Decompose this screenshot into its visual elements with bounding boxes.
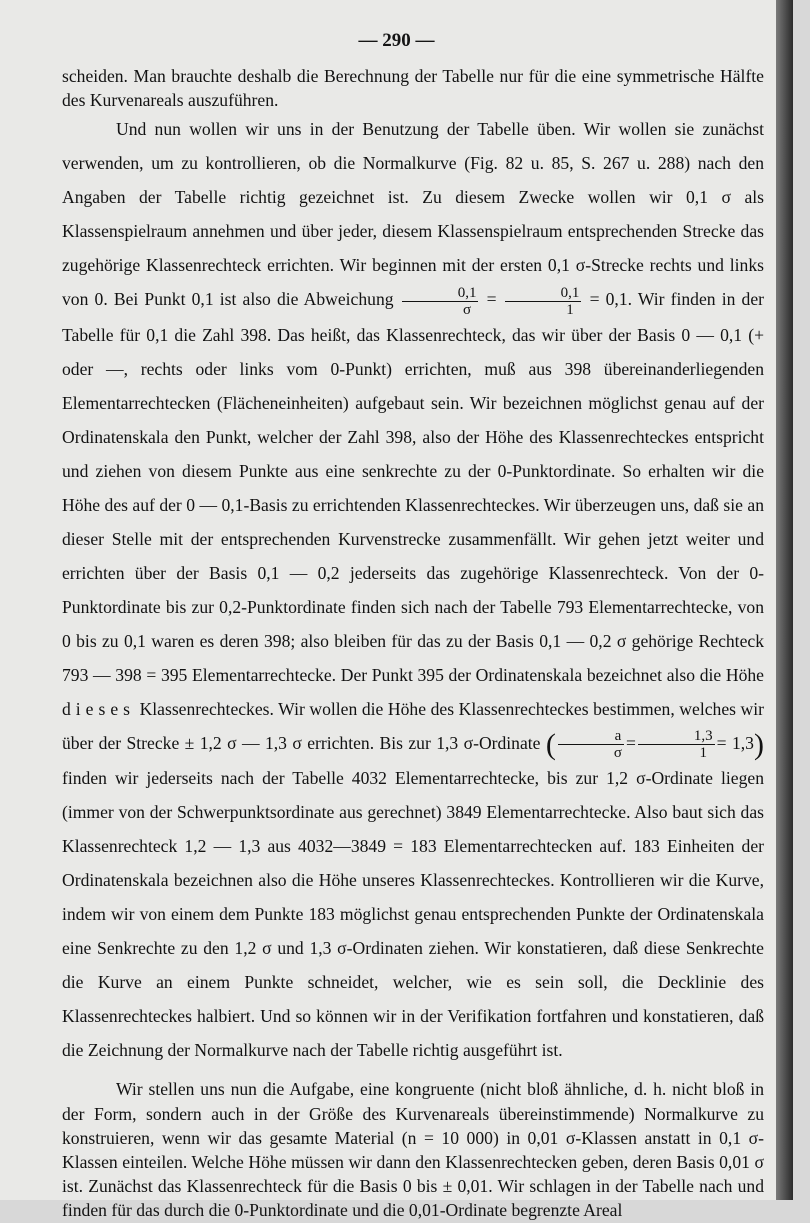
- paragraph-2-part-c: Klassenrechteckes. Wir wollen die Höhe des Klassenrechteckes bestimmen, welches wir über der Strecke ± 1,2 σ — 1,3 σ errichten. Bis zur 1,3 σ-Ordinate: [62, 698, 764, 753]
- fraction-numerator: 1,3: [638, 728, 715, 745]
- paragraph-2-part-b: = 0,1. Wir finden in der Tabelle für 0,1 die Zahl 398. Das heißt, das Klassenrechteck, das wir über der Basis 0 — 0,1 (+ oder —, rechts oder links vom 0-Punkt) errichten, muß aus 398 übereinanderliegenden Elementarrechtecken (Flächeneinheiten) aufgebaut sein. Wir bezeichnen möglichst genau auf der Ordinatenskala den Punkt, welcher der Zahl 398, also der Höhe des Klassenrechteckes entspricht und ziehen von diesem Punkte aus eine senkrechte zu der 0-Punktordinate. So erhalten wir die Höhe des auf der 0 — 0,1-Basis zu errichtenden Klassenrechteckes. Wir überzeugen uns, daß sie an dieser Stelle mit der entsprechenden Kurvenstrecke zusammenfällt. Wir gehen jetzt weiter und errichten über der Basis 0,1 — 0,2 jederseits das zugehörige Klassenrechteck. Von der 0-Punktordinate bis zur 0,2-Punktordinate finden sich nach der Tabelle 793 Elementarrechtecke, von 0 bis zu 0,1 waren es deren 398; also bleiben für das zu der Basis 0,1 — 0,2 σ gehörige Rechteck 793 — 398 = 395 Elementarrechtecke. Der Punkt 395 der Ordinatenskala bezeichnet also die Höhe: [62, 289, 764, 685]
- page-number: — 290 —: [358, 30, 435, 51]
- right-paren: ): [753, 727, 764, 761]
- page-edge-shadow: [776, 0, 793, 1200]
- fraction-denominator: σ: [613, 745, 622, 762]
- paragraph-2-part-a: Und nun wollen wir uns in der Benutzung der Tabelle üben. Wir wollen sie zunächst verwenden, um zu kontrollieren, ob die Normalkurve (Fig. 82 u. 85, S. 267 u. 288) nach den Angaben der Tabelle richtig gezeichnet ist. Zu diesem Zwecke wollen wir 0,1 σ als Klassenspielraum annehmen und über jeder, diesem Klassenspielraum entsprechenden Strecke das zugehörige Klassenrechteck errichten. Wir beginnen mit der ersten 0,1 σ-Strecke rechts und links von 0. Bei Punkt 0,1 ist also die Abweichung: [62, 119, 764, 310]
- paragraph-2-part-d: finden wir jederseits nach der Tabelle 4032 Elementarrechtecke, bis zur 1,2 σ-Ordinate liegen (immer von der Schwerpunktsordinate aus gerechnet) 3849 Elementarrechtecke. Also baut sich das Klassenrechteck 1,2 — 1,3 aus 4032—3849 = 183 Elementarrechtecken auf. 183 Einheiten der Ordinatenskala bezeichnen also die Höhe unseres Klassenrechteckes. Kontrollieren wir die Kurve, indem wir von einem dem Punkte 183 möglichst genau entsprechenden Punkte der Ordinatenskala eine Senkrechte zu den 1,2 σ und 1,3 σ-Ordinaten ziehen. Wir konstatieren, daß diese Senkrechte die Kurve an einem Punkte schneidet, welcher, wie es sein soll, die Decklinie des Klassenrechteckes halbiert. Und so können wir in der Verifikation fortfahren und konstatieren, daß die Zeichnung der Normalkurve nach der Tabelle richtig ausgeführt ist.: [62, 768, 764, 1061]
- fraction-numerator: 0,1: [402, 285, 479, 302]
- equals-sign: =: [625, 732, 636, 753]
- fraction-0-1-over-1: [505, 285, 582, 318]
- fraction-denominator: 1: [699, 745, 708, 762]
- paragraph-gap: [62, 1067, 764, 1077]
- paragraph-2: [62, 112, 764, 1067]
- fraction-a-over-sigma: [558, 728, 624, 761]
- fraction-1-3-over-1: [638, 728, 715, 761]
- fraction-numerator: a: [558, 728, 624, 745]
- fraction-0-1-over-sigma: [402, 285, 479, 318]
- paragraph-1: scheiden. Man brauchte deshalb die Berechnung der Tabelle nur für die eine symmetrische Hälfte des Kurvenareals auszuführen.: [62, 66, 764, 111]
- fraction-denominator: σ: [463, 301, 472, 318]
- fraction-numerator: 0,1: [505, 285, 582, 302]
- body-text: [62, 64, 764, 1223]
- fraction-denominator: 1: [566, 301, 574, 318]
- left-paren: (: [545, 727, 556, 761]
- spaced-emphasis-word: dieses: [62, 698, 135, 719]
- equals-result: = 1,3: [716, 732, 754, 753]
- paragraph-3: Wir stellen uns nun die Aufgabe, eine kongruente (nicht bloß ähnliche, d. h. nicht bloß in der Form, sondern auch in der Größe des Kurvenareals übereinstimmende) Normalkurve zu konstruieren, wenn wir das gesamte Material (n = 10 000) in 0,01 σ-Klassen anstatt in 0,1 σ-Klassen einteilen. Welche Höhe müssen wir dann den Klassenrechtecken geben, deren Basis 0,01 σ ist. Zunächst das Klassenrechteck für die Basis 0 bis ± 0,01. Wir schlagen in der Tabelle nach und finden für das durch die 0-Punktordinate und die 0,01-Ordinate begrenzte Areal: [62, 1079, 764, 1221]
- equals-sign: =: [486, 289, 497, 310]
